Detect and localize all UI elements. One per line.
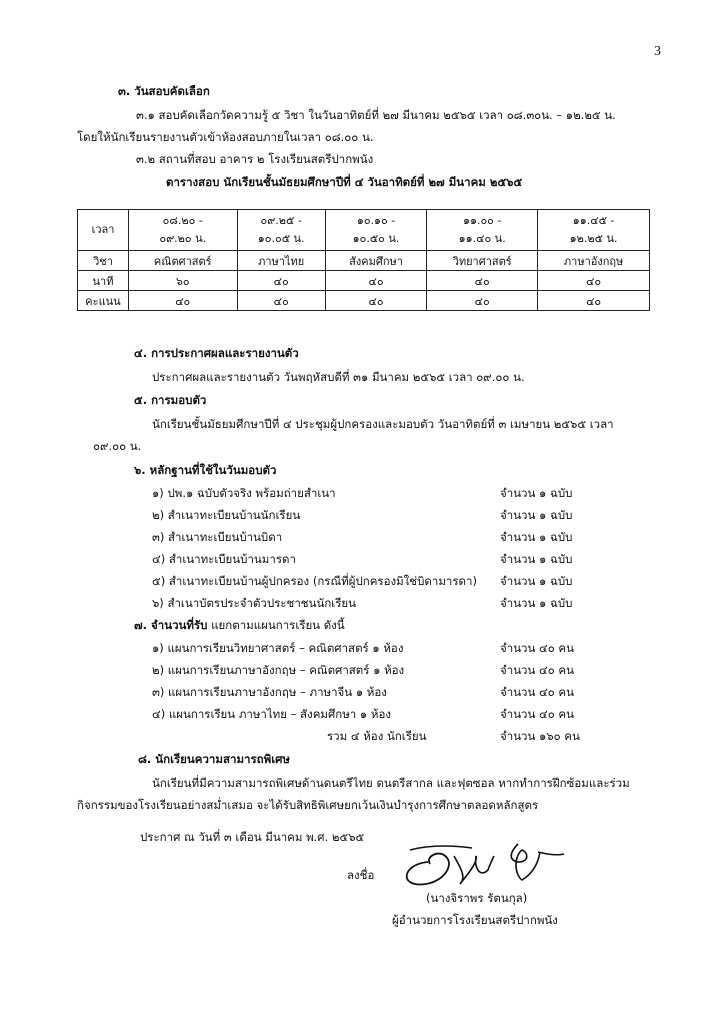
subject-cell: ภาษาไทย — [237, 251, 325, 271]
plan-item-count: จำนวน ๔๐ คน — [500, 663, 574, 677]
time-cell: ๑๑.๐๐ - ๑๑.๔๐ น. — [427, 210, 538, 251]
section7-heading-suffix: แยกตามแผนการเรียน ดังนี้ — [211, 618, 345, 632]
minutes-cell: ๔๐ — [237, 271, 325, 291]
plan-total-count: จำนวน ๑๖๐ คน — [500, 729, 580, 743]
section8-line2: กิจกรรมของโรงเรียนอย่างสม่ำเสมอ จะได้รับสิทธิพิเศษยกเว้นเงินบำรุงการศึกษาตลอดหลักสูตร — [77, 798, 539, 812]
minutes-cell: ๔๐ — [325, 271, 426, 291]
minutes-cell: ๖๐ — [129, 271, 238, 291]
score-cell: ๔๐ — [237, 291, 325, 311]
exam-schedule-table — [77, 209, 650, 311]
score-cell: ๔๐ — [427, 291, 538, 311]
subject-cell: ภาษาอังกฤษ — [538, 251, 650, 271]
section5-heading: ๕. การมอบตัว — [134, 393, 207, 407]
handwritten-signature — [396, 840, 576, 890]
document-item-count: จำนวน ๑ ฉบับ — [500, 552, 573, 566]
section5-line2: ๐๙.๐๐ น. — [93, 439, 142, 453]
document-item-count: จำนวน ๑ ฉบับ — [500, 486, 573, 500]
document-item-count: จำนวน ๑ ฉบับ — [500, 530, 573, 544]
signer-name: (นางจิราพร รัตนกุล) — [426, 891, 528, 905]
document-item-label: ๔) สำเนาทะเบียนบ้านมารดา — [152, 552, 296, 566]
document-item-label: ๑) ปพ.๑ ฉบับตัวจริง พร้อมถ่ายสำเนา — [152, 486, 336, 500]
score-cell: ๔๐ — [129, 291, 238, 311]
plan-total-label: รวม ๔ ห้อง นักเรียน — [327, 729, 427, 743]
section3-p1-line2: โดยให้นักเรียนรายงานตัวเข้าห้องสอบภายในเวลา ๐๘.๐๐ น. — [77, 130, 374, 144]
document-item-label: ๕) สำเนาทะเบียนบ้านผู้ปกครอง (กรณีที่ผู้ปกครองมิใช่บิดามารดา) — [152, 574, 477, 588]
section8-line1: นักเรียนที่มีความสามารถพิเศษด้านดนตรีไทย ดนตรีสากล และฟุตซอล หากทำการฝึกซ้อมและร่วม — [152, 776, 630, 790]
row-label-subject: วิชา — [78, 251, 129, 271]
plan-item-count: จำนวน ๔๐ คน — [500, 685, 574, 699]
minutes-cell: ๔๐ — [538, 271, 650, 291]
score-cell: ๔๐ — [325, 291, 426, 311]
time-cell: ๐๘.๒๐ - ๐๙.๒๐ น. — [129, 210, 238, 251]
sign-label: ลงชื่อ — [347, 868, 375, 882]
table-row-score — [78, 291, 650, 311]
table-row-time — [78, 210, 650, 251]
section7-heading-line — [134, 617, 345, 633]
time-cell: ๑๑.๔๕ - ๑๒.๒๕ น. — [538, 210, 650, 251]
plan-item-label: ๓) แผนการเรียนภาษาอังกฤษ – ภาษาจีน ๑ ห้อง — [152, 685, 387, 699]
document-item-count: จำนวน ๑ ฉบับ — [500, 508, 573, 522]
subject-cell: สังคมศึกษา — [325, 251, 426, 271]
plan-item-count: จำนวน ๔๐ คน — [500, 641, 574, 655]
document-item-label: ๓) สำเนาทะเบียนบ้านบิดา — [152, 530, 283, 544]
section7-heading: ๗. จำนวนที่รับ — [134, 618, 208, 632]
subject-cell: คณิตศาสตร์ — [129, 251, 238, 271]
section3-p1-line1: ๓.๑ สอบคัดเลือกวัดความรู้ ๕ วิชา ในวันอาทิตย์ที่ ๒๗ มีนาคม ๒๕๖๕ เวลา ๐๘.๓๐น. – ๑๒.๒๕ น. — [136, 108, 616, 122]
time-cell: ๐๙.๒๕ - ๑๐.๐๕ น. — [237, 210, 325, 251]
section3-heading: ๓. วันสอบคัดเลือก — [118, 84, 210, 98]
signer-position: ผู้อำนวยการโรงเรียนสตรีปากพนัง — [392, 913, 558, 927]
document-item-count: จำนวน ๑ ฉบับ — [500, 574, 573, 588]
section5-line1: นักเรียนชั้นมัธยมศึกษาปีที่ ๔ ประชุมผู้ปกครองและมอบตัว วันอาทิตย์ที่ ๓ เมษายน ๒๕๖๕ เวลา — [152, 417, 614, 431]
document-item-label: ๒) สำเนาทะเบียนบ้านนักเรียน — [152, 508, 301, 522]
announcement-date: ประกาศ ณ วันที่ ๓ เดือน มีนาคม พ.ศ. ๒๕๖๕ — [140, 830, 365, 844]
document-item-count: จำนวน ๑ ฉบับ — [500, 596, 573, 610]
table-row-subject — [78, 251, 650, 271]
plan-item-label: ๒) แผนการเรียนภาษาอังกฤษ – คณิตศาสตร์ ๑ ห้อง — [152, 663, 405, 677]
row-label-score: คะแนน — [78, 291, 129, 311]
section8-heading: ๘. นักเรียนความสามารถพิเศษ — [138, 752, 291, 766]
table-row-minutes — [78, 271, 650, 291]
table-title: ตารางสอบ นักเรียนชั้นมัธยมศึกษาปีที่ ๔ วันอาทิตย์ที่ ๒๗ มีนาคม ๒๕๖๕ — [166, 175, 523, 189]
subject-cell: วิทยาศาสตร์ — [427, 251, 538, 271]
time-cell: ๑๐.๑๐ - ๑๐.๕๐ น. — [325, 210, 426, 251]
plan-item-label: ๑) แผนการเรียนวิทยาศาสตร์ – คณิตศาสตร์ ๑ ห้อง — [152, 641, 404, 655]
document-item-label: ๖) สำเนาบัตรประจำตัวประชาชนนักเรียน — [152, 596, 357, 610]
plan-item-count: จำนวน ๔๐ คน — [500, 707, 574, 721]
section4-text: ประกาศผลและรายงานตัว วันพฤหัสบดีที่ ๓๑ มีนาคม ๒๕๖๕ เวลา ๐๙.๐๐ น. — [152, 370, 525, 384]
row-label-minutes: นาที — [78, 271, 129, 291]
section4-heading: ๔. การประกาศผลและรายงานตัว — [134, 346, 299, 360]
plan-item-label: ๔) แผนการเรียน ภาษาไทย – สังคมศึกษา ๑ ห้อง — [152, 707, 391, 721]
minutes-cell: ๔๐ — [427, 271, 538, 291]
section3-p2: ๓.๒ สถานที่สอบ อาคาร ๒ โรงเรียนสตรีปากพนัง — [136, 152, 374, 166]
row-label-time: เวลา — [78, 210, 129, 251]
score-cell: ๔๐ — [538, 291, 650, 311]
page-number: 3 — [654, 44, 661, 59]
section6-heading: ๖. หลักฐานที่ใช้ในวันมอบตัว — [134, 463, 277, 477]
